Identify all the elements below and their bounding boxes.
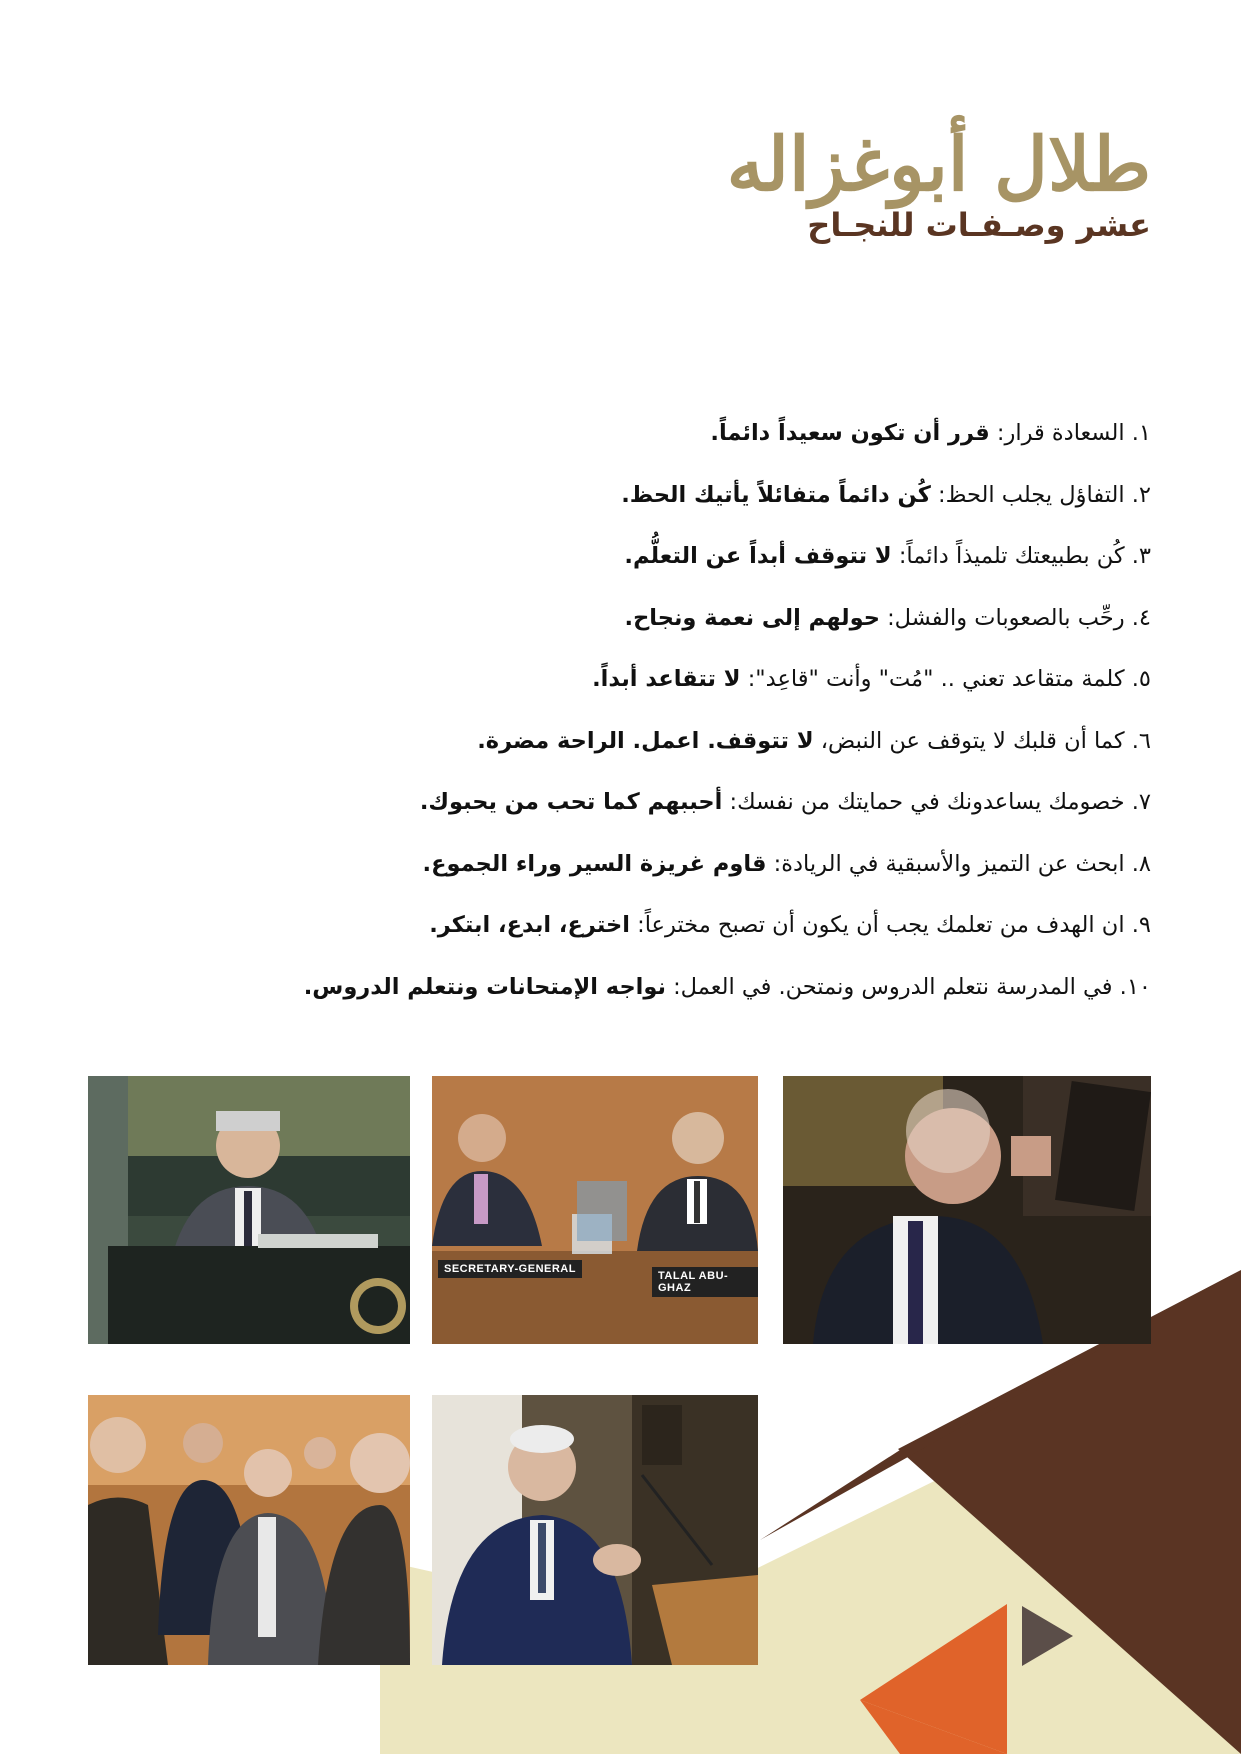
list-item: ٦. كما أن قلبك لا يتوقف عن النبض، لا تتوقف. اعمل. الراحة مضرة. [477, 727, 1151, 754]
list-item: ٨. ابحث عن التميز والأسبقية في الريادة: قاوم غريزة السير وراء الجموع. [422, 850, 1151, 877]
page-subtitle: عشر وصـفـات للنجـاح [807, 206, 1151, 244]
nameplate-right: TALAL ABU-GHAZ [652, 1267, 758, 1297]
list-item: ١٠. في المدرسة نتعلم الدروس ونمتحن. في العمل: نواجه الإمتحانات ونتعلم الدروس. [303, 973, 1151, 1000]
list-item: ٩. ان الهدف من تعلمك يجب أن يكون أن تصبح مخترعاً: اخترع، ابدع، ابتكر. [429, 912, 1151, 938]
header [726, 122, 1151, 244]
photo-man-reading [783, 1076, 1151, 1344]
photo-lectern-speaker [432, 1395, 758, 1665]
recipes-list [201, 418, 1151, 1033]
photo-group [88, 1395, 410, 1665]
nameplate-left: SECRETARY-GENERAL [438, 1260, 582, 1278]
list-item: ٥. كلمة متقاعد تعني .. "مُت" وأنت "قاعِد": لا تتقاعد أبداً. [592, 666, 1151, 692]
list-item: ٢. التفاؤل يجلب الحظ: كُن دائماً متفائلاً يأتيك الحظ. [621, 481, 1151, 508]
logo-calligraphy: طلال أبوغزاله [726, 122, 1151, 208]
list-item: ٧. خصومك يساعدونك في حمايتك من نفسك: أحببهم كما تحب من يحبوك. [419, 789, 1151, 815]
list-item: ٣. كُن بطبيعتك تلميذاً دائماً: لا تتوقف أبداً عن التعلُّم. [624, 543, 1151, 569]
photo-panel-nameplates [432, 1076, 758, 1344]
list-item: ٤. رحِّب بالصعوبات والفشل: حولهم إلى نعمة ونجاح. [624, 604, 1151, 631]
list-item: ١. السعادة قرار: قرر أن تكون سعيداً دائماً. [710, 420, 1151, 446]
photo-un-podium [88, 1076, 410, 1344]
